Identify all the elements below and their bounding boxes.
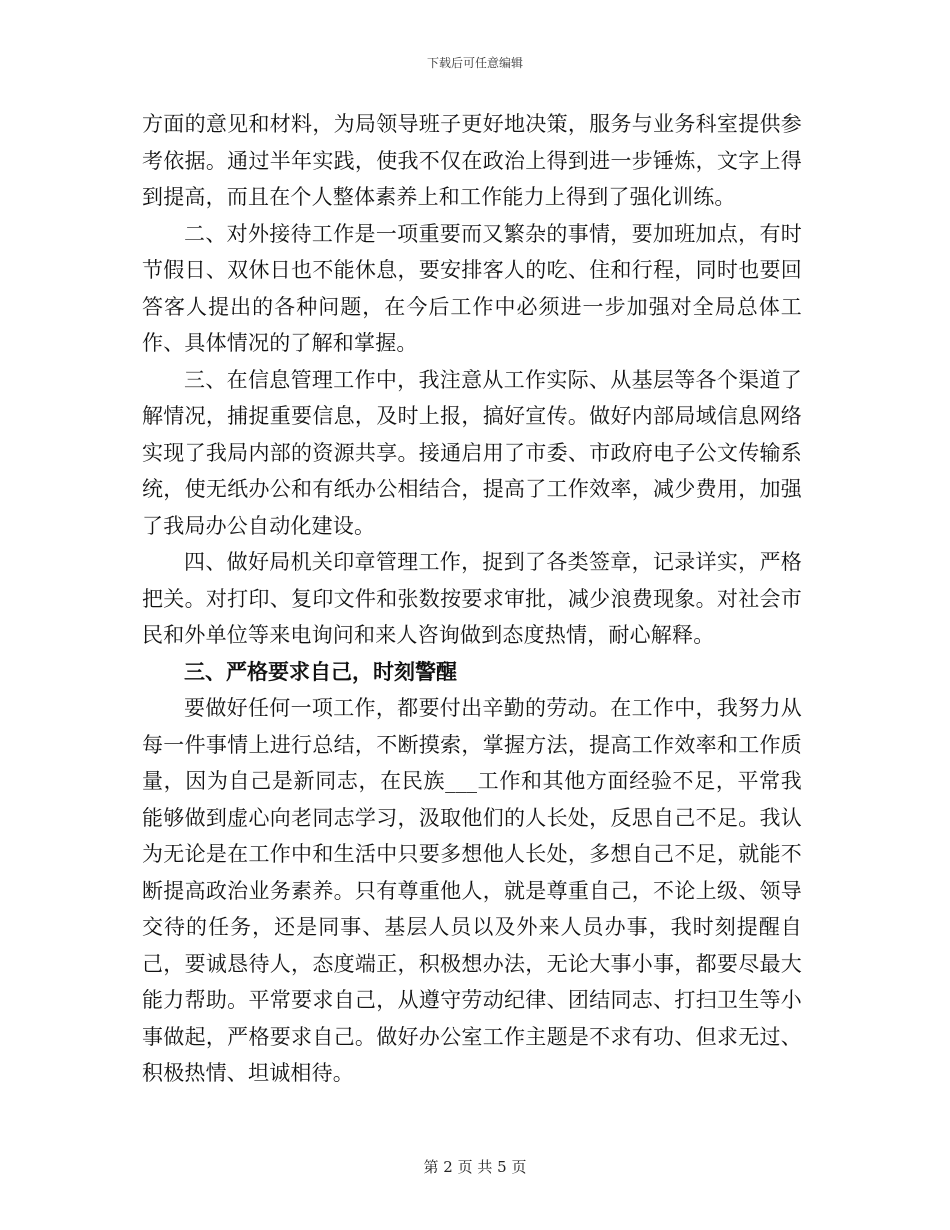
paragraph-reception-work: 二、对外接待工作是一项重要而又繁杂的事情，要加班加点，有时节假日、双休日也不能休息，要安排客人的吃、住和行程，同时也要回答客人提出的各种问题，在今后工作中必须进一步加强对全局总体工作、具体情况的了解和掌握。 <box>142 221 802 355</box>
page-footer: 第 2 页 共 5 页 <box>423 1158 527 1176</box>
section-heading: 三、严格要求自己，时刻警醒 <box>184 659 457 684</box>
page-header: 下载后可任意编辑 <box>426 56 523 70</box>
document-body <box>142 106 802 1092</box>
paragraph-continuation: 方面的意见和材料，为局领导班子更好地决策，服务与业务科室提供参考依据。通过半年实践，使我不仅在政治上得到进一步锤炼，文字上得到提高，而且在个人整体素养上和工作能力上得到了强化训练。 <box>142 112 802 209</box>
paragraph-self-discipline: 要做好任何一项工作，都要付出辛勤的劳动。在工作中，我努力从每一件事情上进行总结，不断摸索，掌握方法，提高工作效率和工作质量，因为自己是新同志，在民族___工作和其他方面经验不足，平常我能够做到虚心向老同志学习，汲取他们的人长处，反思自己不足。我认为无论是在工作中和生活中只要多想他人长处，多想自己不足，就能不断提高政治业务素养。只有尊重他人，就是尊重自己，不论上级、领导交待的任务，还是同事、基层人员以及外来人员办事，我时刻提醒自己，要诚恳待人，态度端正，积极想办法，无论大事小事，都要尽最大能力帮助。平常要求自己，从遵守劳动纪律、团结同志、打扫卫生等小事做起，严格要求自己。做好办公室工作主题是不求有功、但求无过、积极热情、坦诚相待。 <box>142 696 802 1085</box>
paragraph-seal-management: 四、做好局机关印章管理工作，捉到了各类签章，记录详实，严格把关。对打印、复印文件和张数按要求审批，减少浪费现象。对社会市民和外单位等来电询问和来人咨询做到态度热情，耐心解释。 <box>142 550 802 647</box>
paragraph-information-management: 三、在信息管理工作中，我注意从工作实际、从基层等各个渠道了解情况，捕捉重要信息，及时上报，搞好宣传。做好内部局域信息网络实现了我局内部的资源共享。接通启用了市委、市政府电子公文传输系统，使无纸办公和有纸办公相结合，提高了工作效率，减少费用，加强了我局办公自动化建设。 <box>142 367 802 538</box>
